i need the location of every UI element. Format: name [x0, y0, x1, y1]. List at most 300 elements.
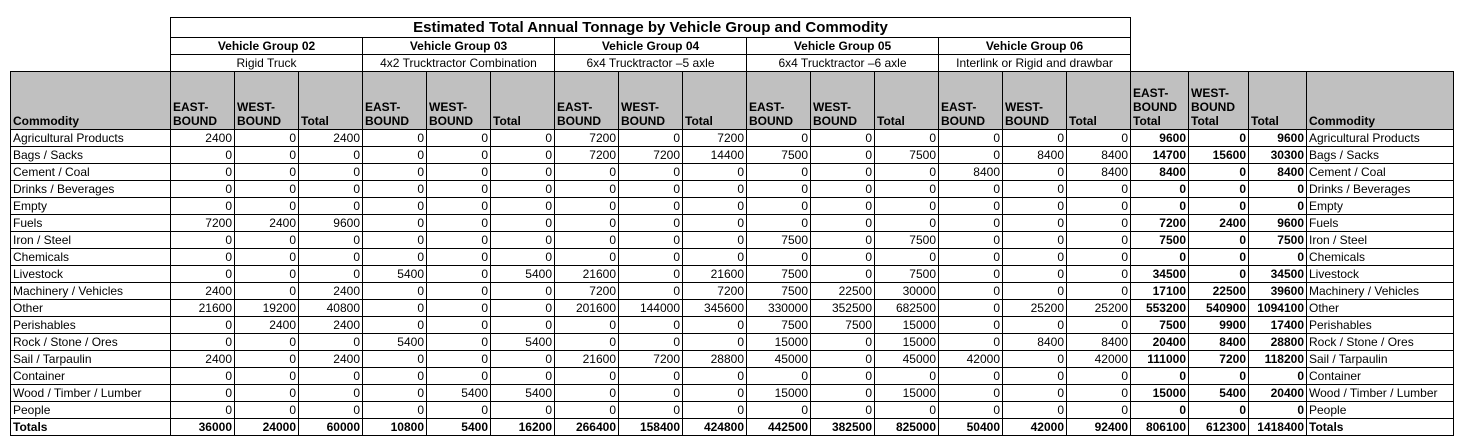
table-cell: 0 — [939, 181, 1003, 198]
table-cell: 0 — [1189, 402, 1249, 419]
group-type-row — [11, 55, 1454, 72]
table-cell: 0 — [683, 215, 747, 232]
table-cell: 0 — [747, 249, 811, 266]
table-cell: 0 — [299, 402, 363, 419]
table-cell: 0 — [619, 232, 683, 249]
table-cell: 7500 — [747, 232, 811, 249]
table-cell: 42000 — [939, 351, 1003, 368]
table-cell: 0 — [1131, 181, 1189, 198]
header-west-bound: WEST-BOUND — [619, 72, 683, 130]
table-cell: 9600 — [299, 215, 363, 232]
header-east-bound: EAST-BOUND — [171, 72, 235, 130]
table-cell: 5400 — [427, 385, 491, 402]
table-cell: 7200 — [555, 283, 619, 300]
commodity-label: Agricultural Products — [11, 130, 171, 147]
commodity-label-right: Livestock — [1307, 266, 1454, 283]
table-cell: 2400 — [1189, 215, 1249, 232]
table-cell: 15000 — [747, 385, 811, 402]
table-cell: 0 — [427, 368, 491, 385]
table-cell: 0 — [1067, 232, 1131, 249]
table-cell: 0 — [619, 283, 683, 300]
table-cell: 0 — [1003, 232, 1067, 249]
table-cell: 0 — [1189, 266, 1249, 283]
table-cell: 0 — [235, 181, 299, 198]
table-cell: 0 — [235, 385, 299, 402]
table-cell: 0 — [939, 215, 1003, 232]
table-cell: 0 — [619, 385, 683, 402]
table-row — [11, 147, 1454, 164]
group-type: 6x4 Trucktractor –6 axle — [747, 55, 939, 72]
table-cell: 21600 — [683, 266, 747, 283]
commodity-label-right: Sail / Tarpaulin — [1307, 351, 1454, 368]
table-cell: 20400 — [1249, 385, 1307, 402]
table-cell: 0 — [1067, 215, 1131, 232]
table-cell: 0 — [875, 130, 939, 147]
commodity-label-right: Agricultural Products — [1307, 130, 1454, 147]
table-cell: 0 — [171, 334, 235, 351]
commodity-label: Perishables — [11, 317, 171, 334]
table-cell: 34500 — [1249, 266, 1307, 283]
table-cell: 0 — [619, 402, 683, 419]
table-cell: 0 — [363, 351, 427, 368]
table-cell: 0 — [939, 198, 1003, 215]
table-cell: 42000 — [1003, 419, 1067, 436]
table-cell: 0 — [363, 147, 427, 164]
table-cell: 9600 — [1249, 215, 1307, 232]
table-cell: 0 — [747, 402, 811, 419]
table-cell: 7200 — [555, 130, 619, 147]
table-cell: 0 — [619, 266, 683, 283]
header-west-bound: WEST-BOUND — [1003, 72, 1067, 130]
table-cell: 0 — [1249, 198, 1307, 215]
table-cell: 345600 — [683, 300, 747, 317]
table-cell: 2400 — [171, 130, 235, 147]
table-cell: 7500 — [747, 317, 811, 334]
table-cell: 15000 — [747, 334, 811, 351]
header-east-bound: EAST-BOUND — [747, 72, 811, 130]
table-cell: 21600 — [555, 266, 619, 283]
table-cell: 5400 — [491, 385, 555, 402]
table-cell: 7200 — [171, 215, 235, 232]
header-total: Total — [1067, 72, 1131, 130]
table-cell: 0 — [171, 385, 235, 402]
table-cell: 0 — [1003, 283, 1067, 300]
table-cell: 0 — [299, 249, 363, 266]
table-cell: 7200 — [619, 147, 683, 164]
table-cell: 0 — [747, 368, 811, 385]
header-total: Total — [299, 72, 363, 130]
table-cell: 0 — [555, 181, 619, 198]
table-cell: 118200 — [1249, 351, 1307, 368]
group-name: Vehicle Group 03 — [363, 38, 555, 55]
table-cell: 45000 — [875, 351, 939, 368]
table-cell: 540900 — [1189, 300, 1249, 317]
table-cell: 0 — [427, 334, 491, 351]
table-cell: 0 — [939, 266, 1003, 283]
table-cell: 0 — [811, 385, 875, 402]
table-cell: 0 — [555, 164, 619, 181]
table-cell: 0 — [939, 147, 1003, 164]
table-cell: 0 — [235, 147, 299, 164]
commodity-label: Other — [11, 300, 171, 317]
table-cell: 10800 — [363, 419, 427, 436]
table-cell: 14400 — [683, 147, 747, 164]
table-cell: 0 — [811, 130, 875, 147]
table-cell: 0 — [1189, 249, 1249, 266]
table-cell: 0 — [875, 215, 939, 232]
table-cell: 7500 — [747, 147, 811, 164]
table-cell: 0 — [1067, 283, 1131, 300]
table-cell: 0 — [1003, 266, 1067, 283]
table-cell: 0 — [299, 385, 363, 402]
table-cell: 0 — [363, 232, 427, 249]
table-cell: 5400 — [491, 334, 555, 351]
table-cell: 0 — [555, 232, 619, 249]
table-cell: 7500 — [875, 266, 939, 283]
column-header-row — [11, 72, 1454, 130]
table-cell: 0 — [939, 232, 1003, 249]
table-cell: 0 — [363, 164, 427, 181]
table-row — [11, 249, 1454, 266]
table-cell: 0 — [235, 368, 299, 385]
table-cell: 0 — [1003, 164, 1067, 181]
table-cell: 0 — [811, 334, 875, 351]
commodity-label: Sail / Tarpaulin — [11, 351, 171, 368]
table-cell: 7200 — [683, 283, 747, 300]
table-cell: 7200 — [555, 147, 619, 164]
group-name: Vehicle Group 04 — [555, 38, 747, 55]
commodity-label: Rock / Stone / Ores — [11, 334, 171, 351]
table-cell: 8400 — [1003, 147, 1067, 164]
table-cell: 0 — [363, 198, 427, 215]
table-cell: 5400 — [427, 419, 491, 436]
table-cell: 0 — [683, 402, 747, 419]
table-cell: 5400 — [363, 266, 427, 283]
commodity-label: Cement / Coal — [11, 164, 171, 181]
table-cell: 8400 — [939, 164, 1003, 181]
table-cell: 0 — [811, 266, 875, 283]
table-cell: 158400 — [619, 419, 683, 436]
table-row — [11, 385, 1454, 402]
table-cell: 0 — [363, 368, 427, 385]
table-cell: 0 — [1067, 266, 1131, 283]
table-row — [11, 351, 1454, 368]
table-cell: 0 — [1131, 368, 1189, 385]
table-cell: 0 — [683, 249, 747, 266]
table-cell: 15000 — [1131, 385, 1189, 402]
commodity-label-right: Container — [1307, 368, 1454, 385]
table-cell: 0 — [171, 198, 235, 215]
table-cell: 14700 — [1131, 147, 1189, 164]
table-cell: 15000 — [875, 317, 939, 334]
commodity-label: Empty — [11, 198, 171, 215]
table-cell: 2400 — [171, 351, 235, 368]
table-cell: 34500 — [1131, 266, 1189, 283]
table-cell: 0 — [299, 266, 363, 283]
table-cell: 0 — [1067, 368, 1131, 385]
commodity-label-right: Perishables — [1307, 317, 1454, 334]
commodity-label-right: Drinks / Beverages — [1307, 181, 1454, 198]
table-cell: 17400 — [1249, 317, 1307, 334]
table-cell: 0 — [171, 147, 235, 164]
table-cell: 0 — [171, 249, 235, 266]
totals-row — [11, 419, 1454, 436]
table-cell: 16200 — [491, 419, 555, 436]
table-cell: 0 — [811, 232, 875, 249]
table-cell: 0 — [491, 181, 555, 198]
table-cell: 0 — [619, 215, 683, 232]
table-cell: 0 — [811, 181, 875, 198]
table-cell: 0 — [427, 181, 491, 198]
table-cell: 7500 — [875, 147, 939, 164]
commodity-label: Drinks / Beverages — [11, 181, 171, 198]
table-cell: 0 — [427, 249, 491, 266]
commodity-label: Fuels — [11, 215, 171, 232]
commodity-label: Livestock — [11, 266, 171, 283]
table-cell: 0 — [1131, 198, 1189, 215]
table-cell: 352500 — [811, 300, 875, 317]
table-cell: 0 — [555, 249, 619, 266]
table-cell: 24000 — [235, 419, 299, 436]
table-cell: 0 — [683, 334, 747, 351]
table-cell: 0 — [811, 249, 875, 266]
table-cell: 0 — [1067, 385, 1131, 402]
table-cell: 0 — [427, 164, 491, 181]
table-cell: 0 — [491, 249, 555, 266]
table-cell: 0 — [235, 266, 299, 283]
table-cell: 0 — [1003, 181, 1067, 198]
table-row — [11, 317, 1454, 334]
table-cell: 0 — [1067, 181, 1131, 198]
table-cell: 0 — [1131, 249, 1189, 266]
table-cell: 7500 — [875, 232, 939, 249]
table-cell: 0 — [555, 402, 619, 419]
table-row — [11, 300, 1454, 317]
table-cell: 22500 — [811, 283, 875, 300]
header-west-bound-total: WEST-BOUND Total — [1189, 72, 1249, 130]
table-cell: 825000 — [875, 419, 939, 436]
table-cell: 0 — [171, 368, 235, 385]
table-row — [11, 402, 1454, 419]
header-east-bound-total: EAST-BOUND Total — [1131, 72, 1189, 130]
table-row — [11, 232, 1454, 249]
table-cell: 0 — [427, 130, 491, 147]
commodity-label-right: Cement / Coal — [1307, 164, 1454, 181]
table-cell: 0 — [875, 181, 939, 198]
table-cell: 15600 — [1189, 147, 1249, 164]
table-cell: 0 — [235, 402, 299, 419]
table-row — [11, 164, 1454, 181]
table-cell: 0 — [875, 164, 939, 181]
table-cell: 0 — [619, 181, 683, 198]
table-cell: 2400 — [171, 283, 235, 300]
table-cell: 0 — [811, 164, 875, 181]
table-cell: 0 — [427, 215, 491, 232]
table-cell: 0 — [811, 368, 875, 385]
table-cell: 0 — [555, 198, 619, 215]
header-total: Total — [875, 72, 939, 130]
table-cell: 0 — [235, 351, 299, 368]
table-cell: 0 — [619, 249, 683, 266]
table-row — [11, 283, 1454, 300]
header-grand-total: Total — [1249, 72, 1307, 130]
table-cell: 0 — [875, 368, 939, 385]
table-cell: 0 — [363, 385, 427, 402]
table-cell: 0 — [939, 317, 1003, 334]
table-cell: 0 — [683, 164, 747, 181]
table-cell: 0 — [1249, 402, 1307, 419]
table-cell: 9900 — [1189, 317, 1249, 334]
commodity-label: Chemicals — [11, 249, 171, 266]
table-cell: 0 — [1003, 317, 1067, 334]
commodity-label: Totals — [11, 419, 171, 436]
table-cell: 60000 — [299, 419, 363, 436]
table-cell: 7500 — [1249, 232, 1307, 249]
table-cell: 5400 — [363, 334, 427, 351]
table-cell: 8400 — [1067, 164, 1131, 181]
table-cell: 0 — [619, 198, 683, 215]
table-cell: 0 — [1003, 215, 1067, 232]
table-cell: 0 — [747, 181, 811, 198]
group-name: Vehicle Group 02 — [171, 38, 363, 55]
table-cell: 0 — [1067, 317, 1131, 334]
table-cell: 0 — [427, 351, 491, 368]
table-cell: 0 — [1067, 249, 1131, 266]
table-cell: 806100 — [1131, 419, 1189, 436]
table-cell: 0 — [555, 334, 619, 351]
table-cell: 0 — [939, 334, 1003, 351]
table-cell: 7200 — [1189, 351, 1249, 368]
table-row — [11, 130, 1454, 147]
table-cell: 0 — [1003, 368, 1067, 385]
commodity-label-right: Empty — [1307, 198, 1454, 215]
table-cell: 0 — [427, 198, 491, 215]
table-cell: 0 — [427, 402, 491, 419]
table-cell: 0 — [811, 402, 875, 419]
table-cell: 2400 — [299, 130, 363, 147]
table-cell: 21600 — [555, 351, 619, 368]
table-cell: 7200 — [683, 130, 747, 147]
table-cell: 0 — [555, 317, 619, 334]
commodity-label: People — [11, 402, 171, 419]
table-cell: 8400 — [1003, 334, 1067, 351]
table-cell: 9600 — [1249, 130, 1307, 147]
table-cell: 0 — [1067, 130, 1131, 147]
commodity-label: Machinery / Vehicles — [11, 283, 171, 300]
commodity-label: Iron / Steel — [11, 232, 171, 249]
table-cell: 36000 — [171, 419, 235, 436]
commodity-label-right: Chemicals — [1307, 249, 1454, 266]
table-cell: 0 — [235, 164, 299, 181]
table-cell: 20400 — [1131, 334, 1189, 351]
table-cell: 7200 — [619, 351, 683, 368]
table-cell: 0 — [235, 130, 299, 147]
table-cell: 0 — [491, 283, 555, 300]
table-cell: 25200 — [1067, 300, 1131, 317]
table-cell: 0 — [683, 181, 747, 198]
table-cell: 0 — [427, 317, 491, 334]
table-cell: 0 — [363, 300, 427, 317]
commodity-label-right: Other — [1307, 300, 1454, 317]
table-cell: 0 — [427, 283, 491, 300]
table-cell: 0 — [491, 402, 555, 419]
header-east-bound: EAST-BOUND — [363, 72, 427, 130]
table-cell: 15000 — [875, 385, 939, 402]
commodity-label-right: People — [1307, 402, 1454, 419]
title-row — [11, 18, 1454, 38]
table-cell: 382500 — [811, 419, 875, 436]
commodity-label-right: Rock / Stone / Ores — [1307, 334, 1454, 351]
table-cell: 0 — [683, 368, 747, 385]
table-cell: 0 — [299, 164, 363, 181]
table-cell: 0 — [1249, 249, 1307, 266]
table-cell: 0 — [299, 147, 363, 164]
table-cell: 0 — [171, 232, 235, 249]
table-cell: 0 — [363, 283, 427, 300]
table-cell: 0 — [939, 368, 1003, 385]
table-cell: 0 — [1067, 198, 1131, 215]
table-cell: 0 — [619, 334, 683, 351]
table-cell: 92400 — [1067, 419, 1131, 436]
table-cell: 0 — [747, 215, 811, 232]
table-cell: 1094100 — [1249, 300, 1307, 317]
table-cell: 0 — [1249, 368, 1307, 385]
table-cell: 8400 — [1189, 334, 1249, 351]
table-cell: 0 — [299, 232, 363, 249]
table-cell: 19200 — [235, 300, 299, 317]
table-cell: 5400 — [1189, 385, 1249, 402]
group-type: 4x2 Trucktractor Combination — [363, 55, 555, 72]
table-cell: 0 — [171, 164, 235, 181]
commodity-label-right: Totals — [1307, 419, 1454, 436]
table-cell: 0 — [939, 130, 1003, 147]
table-cell: 0 — [491, 368, 555, 385]
table-cell: 0 — [683, 317, 747, 334]
table-cell: 0 — [427, 266, 491, 283]
table-cell: 266400 — [555, 419, 619, 436]
header-commodity-right: Commodity — [1307, 72, 1454, 130]
table-cell: 0 — [491, 215, 555, 232]
table-cell: 2400 — [299, 317, 363, 334]
table-cell: 7500 — [1131, 232, 1189, 249]
table-cell: 0 — [491, 351, 555, 368]
table-cell: 0 — [1131, 402, 1189, 419]
table-cell: 0 — [363, 130, 427, 147]
header-west-bound: WEST-BOUND — [427, 72, 491, 130]
table-cell: 0 — [619, 368, 683, 385]
table-cell: 0 — [427, 232, 491, 249]
group-type: 6x4 Trucktractor –5 axle — [555, 55, 747, 72]
table-cell: 0 — [235, 334, 299, 351]
table-cell: 0 — [1189, 181, 1249, 198]
table-cell: 0 — [619, 130, 683, 147]
group-type: Interlink or Rigid and drawbar — [939, 55, 1131, 72]
table-cell: 424800 — [683, 419, 747, 436]
table-cell: 45000 — [747, 351, 811, 368]
table-cell: 0 — [1003, 198, 1067, 215]
table-cell: 0 — [363, 317, 427, 334]
table-cell: 0 — [363, 215, 427, 232]
table-cell: 0 — [1003, 249, 1067, 266]
table-cell: 0 — [491, 198, 555, 215]
table-cell: 8400 — [1067, 147, 1131, 164]
table-cell: 0 — [491, 164, 555, 181]
table-cell: 612300 — [1189, 419, 1249, 436]
commodity-label-right: Wood / Timber / Lumber — [1307, 385, 1454, 402]
table-cell: 40800 — [299, 300, 363, 317]
table-cell: 0 — [235, 283, 299, 300]
table-cell: 15000 — [875, 334, 939, 351]
